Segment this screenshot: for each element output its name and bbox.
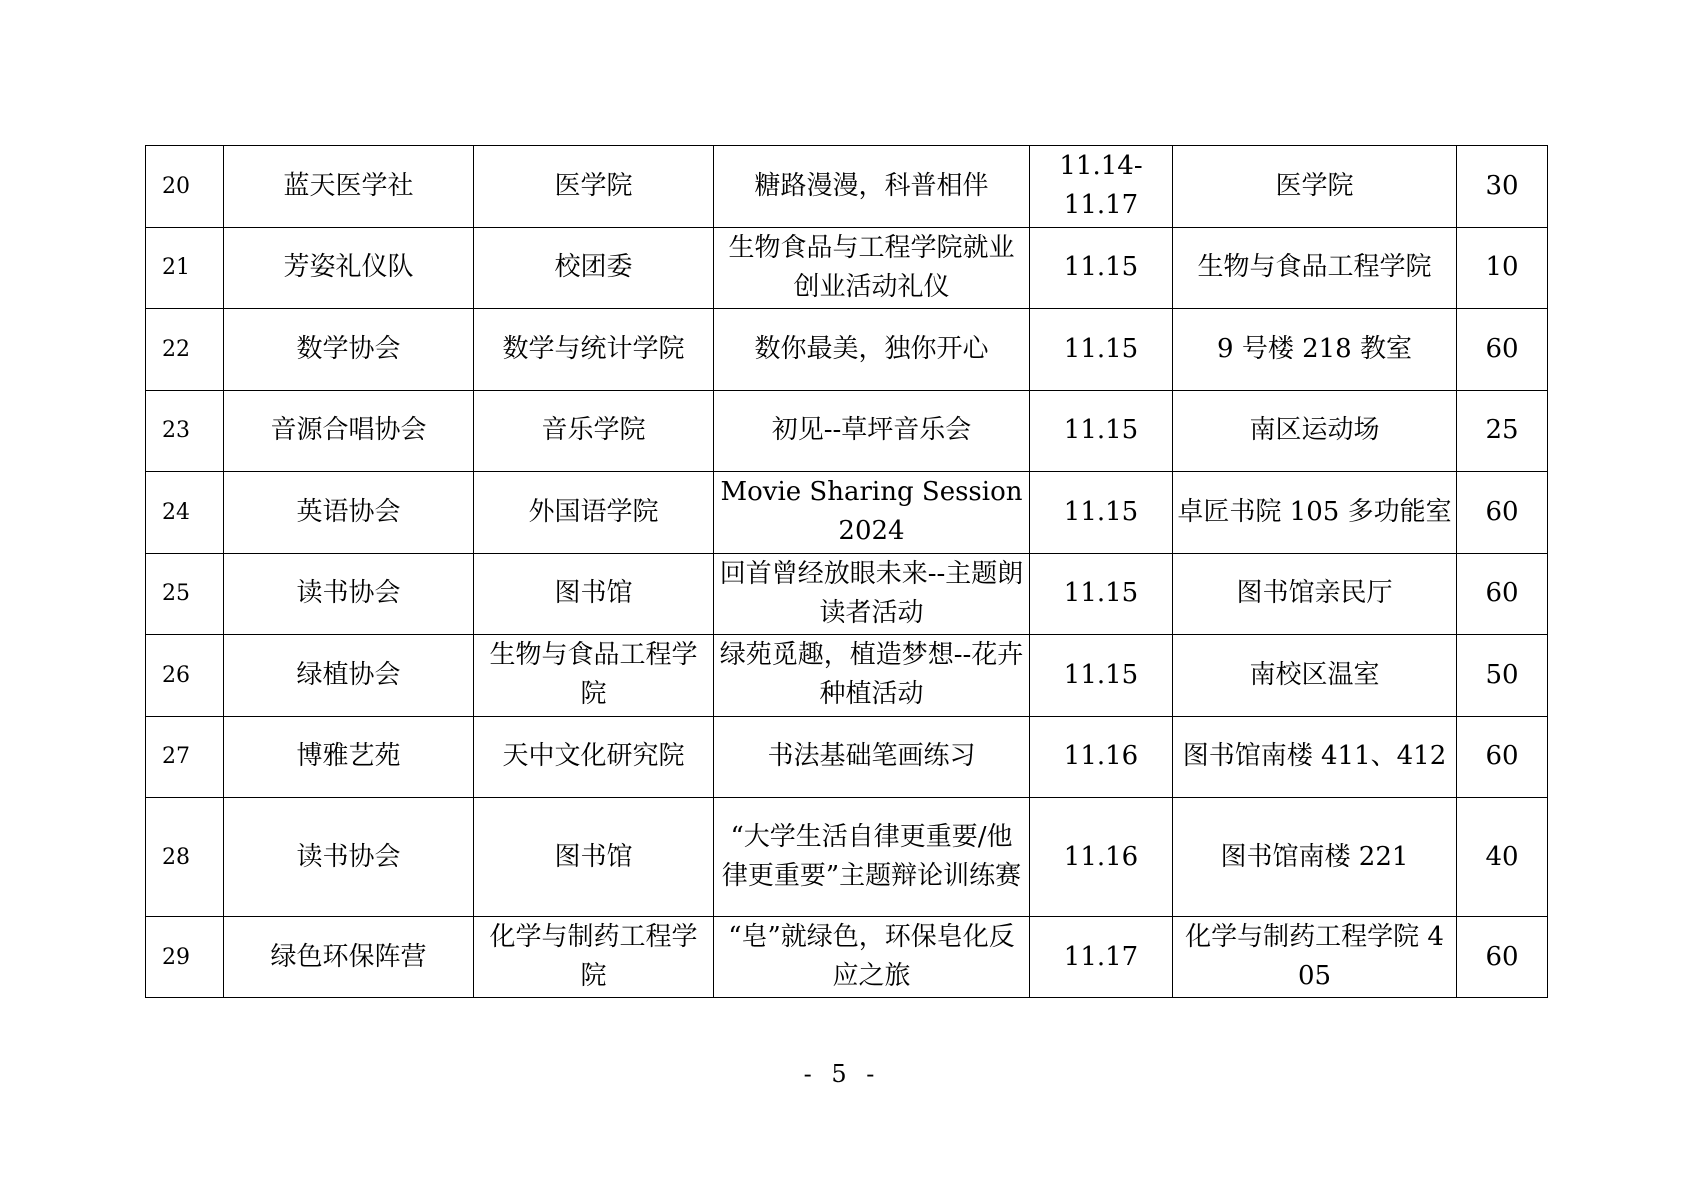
activity-venue-cell: 南校区温室 [1173,635,1457,717]
activity-name-cell: 初见--草坪音乐会 [714,390,1030,472]
supervising-unit-cell: 天中文化研究院 [474,716,714,798]
table-row [146,146,1548,228]
row-number-cell: 28 [146,798,224,917]
activity-venue-cell: 9 号楼 218 教室 [1173,309,1457,391]
row-number-cell: 20 [146,146,224,228]
page-number: - 5 - [803,1060,881,1088]
activity-venue-cell: 化学与制药工程学院 405 [1173,917,1457,998]
activity-venue-cell: 医学院 [1173,146,1457,228]
supervising-unit-cell: 图书馆 [474,798,714,917]
activity-date-cell: 11.14- 11.17 [1030,146,1173,228]
table-row [146,798,1548,917]
row-number-cell: 27 [146,716,224,798]
supervising-unit-cell: 音乐学院 [474,390,714,472]
club-name-cell: 绿植协会 [224,635,474,717]
activity-venue-cell: 卓匠书院 105 多功能室 [1173,472,1457,554]
club-name-cell: 读书协会 [224,553,474,635]
activity-date-cell: 11.17 [1030,917,1173,998]
table-row [146,390,1548,472]
activity-table [145,145,1548,998]
activity-date-cell: 11.15 [1030,553,1173,635]
activity-name-cell: 数你最美，独你开心 [714,309,1030,391]
activity-name-cell: “皂”就绿色，环保皂化反应之旅 [714,917,1030,998]
row-number-cell: 25 [146,553,224,635]
activity-name-cell: “大学生活自律更重要/他律更重要”主题辩论训练赛 [714,798,1030,917]
activity-date-cell: 11.16 [1030,716,1173,798]
table-row [146,309,1548,391]
participant-count-cell: 60 [1457,553,1548,635]
activity-venue-cell: 图书馆南楼 411、412 [1173,716,1457,798]
activity-name-cell: 生物食品与工程学院就业创业活动礼仪 [714,227,1030,309]
activity-date-cell: 11.15 [1030,390,1173,472]
supervising-unit-cell: 图书馆 [474,553,714,635]
participant-count-cell: 40 [1457,798,1548,917]
club-name-cell: 芳姿礼仪队 [224,227,474,309]
row-number-cell: 23 [146,390,224,472]
supervising-unit-cell: 外国语学院 [474,472,714,554]
activity-name-cell: 糖路漫漫，科普相伴 [714,146,1030,228]
activity-venue-cell: 图书馆亲民厅 [1173,553,1457,635]
table-body [146,146,1548,998]
supervising-unit-cell: 生物与食品工程学院 [474,635,714,717]
activity-venue-cell: 图书馆南楼 221 [1173,798,1457,917]
activity-date-cell: 11.16 [1030,798,1173,917]
table-row [146,716,1548,798]
supervising-unit-cell: 校团委 [474,227,714,309]
supervising-unit-cell: 化学与制药工程学院 [474,917,714,998]
activity-name-cell: 回首曾经放眼未来--主题朗读者活动 [714,553,1030,635]
participant-count-cell: 10 [1457,227,1548,309]
activity-date-cell: 11.15 [1030,472,1173,554]
club-name-cell: 音源合唱协会 [224,390,474,472]
supervising-unit-cell: 数学与统计学院 [474,309,714,391]
club-name-cell: 数学协会 [224,309,474,391]
table-row [146,917,1548,998]
participant-count-cell: 50 [1457,635,1548,717]
participant-count-cell: 25 [1457,390,1548,472]
row-number-cell: 22 [146,309,224,391]
participant-count-cell: 60 [1457,716,1548,798]
table-row [146,227,1548,309]
row-number-cell: 21 [146,227,224,309]
activity-venue-cell: 南区运动场 [1173,390,1457,472]
participant-count-cell: 60 [1457,917,1548,998]
supervising-unit-cell: 医学院 [474,146,714,228]
club-name-cell: 绿色环保阵营 [224,917,474,998]
table-row [146,553,1548,635]
club-name-cell: 博雅艺苑 [224,716,474,798]
activity-name-cell: Movie Sharing Session 2024 [714,472,1030,554]
participant-count-cell: 60 [1457,472,1548,554]
row-number-cell: 29 [146,917,224,998]
activity-name-cell: 书法基础笔画练习 [714,716,1030,798]
row-number-cell: 24 [146,472,224,554]
activity-date-cell: 11.15 [1030,309,1173,391]
activity-name-cell: 绿苑觅趣，植造梦想--花卉种植活动 [714,635,1030,717]
table-row [146,472,1548,554]
club-name-cell: 英语协会 [224,472,474,554]
club-name-cell: 蓝天医学社 [224,146,474,228]
row-number-cell: 26 [146,635,224,717]
activity-date-cell: 11.15 [1030,635,1173,717]
club-name-cell: 读书协会 [224,798,474,917]
participant-count-cell: 30 [1457,146,1548,228]
activity-venue-cell: 生物与食品工程学院 [1173,227,1457,309]
table-row [146,635,1548,717]
activity-date-cell: 11.15 [1030,227,1173,309]
participant-count-cell: 60 [1457,309,1548,391]
